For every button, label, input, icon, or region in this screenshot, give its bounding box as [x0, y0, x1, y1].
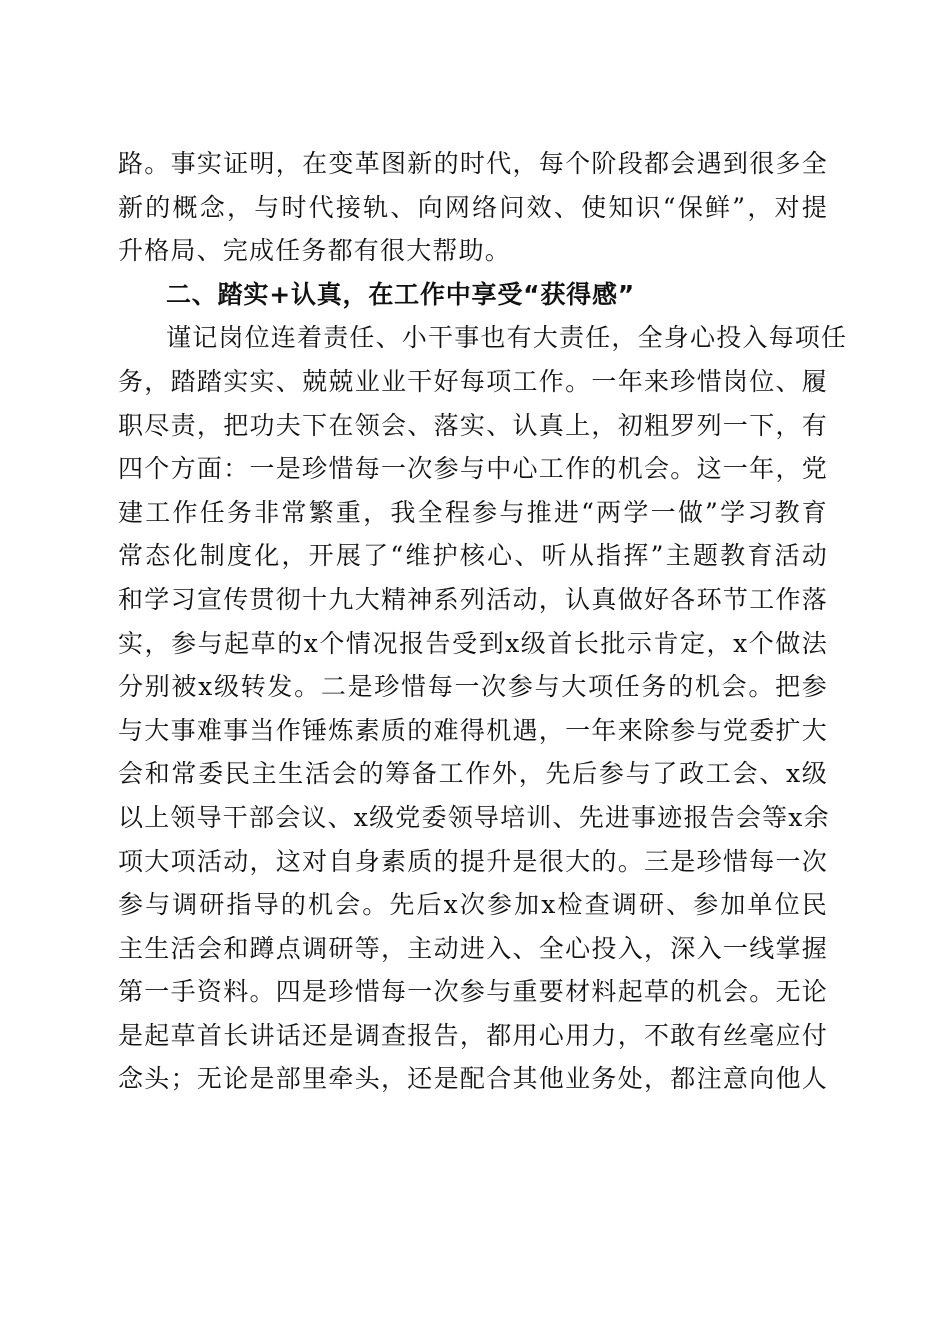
text-line: 常态化制度化，开展了“维护核心、听从指挥”主题教育活动 [118, 541, 828, 571]
text-line: 谨记岗位连着责任、小干事也有大责任，全身心投入每项任 [166, 323, 848, 353]
text-line: 主生活会和蹲点调研等，主动进入、全心投入，深入一线掌握 [118, 933, 828, 963]
text-line: 路。事实证明，在变革图新的时代，每个阶段都会遇到很多全 [118, 149, 828, 178]
text-line: 分别被x级转发。二是珍惜每一次参与大项任务的机会。把参 [118, 672, 828, 702]
text-line: 以上领导干部会议、x级党委领导培训、先进事迹报告会等x余 [118, 802, 830, 832]
paragraph-2 [118, 316, 848, 1101]
text-line: 四个方面：一是珍惜每一次参与中心工作的机会。这一年，党 [118, 454, 828, 484]
text-line: 实，参与起草的x个情况报告受到x级首长批示肯定，x个做法 [118, 628, 828, 658]
text-line: 建工作任务非常繁重，我全程参与推进“两学一做”学习教育 [118, 497, 828, 527]
text-line: 升格局、完成任务都有很大帮助。 [118, 236, 512, 266]
text-line: 新的概念，与时代接轨、向网络问效、使知识“保鲜”，对提 [118, 192, 828, 222]
text-line: 与大事难事当作锤炼素质的难得机遇，一年来除参与党委扩大 [118, 715, 828, 745]
section-heading-2: 二、踏实+认真，在工作中享受“获得感” [166, 279, 636, 309]
text-line: 和学习宣传贯彻十九大精神系列活动，认真做好各环节工作落 [118, 584, 828, 614]
document-body [118, 142, 848, 1101]
text-line: 参与调研指导的机会。先后x次参加x检查调研、参加单位民 [118, 890, 828, 920]
text-line: 会和常委民主生活会的筹备工作外，先后参与了政工会、x级 [118, 759, 828, 789]
text-line: 是起草首长讲话还是调查报告，都用心用力，不敢有丝毫应付 [118, 1020, 828, 1050]
text-line: 第一手资料。四是珍惜每一次参与重要材料起草的机会。无论 [118, 977, 828, 1007]
text-line: 务，踏踏实实、兢兢业业干好每项工作。一年来珍惜岗位、履 [118, 366, 828, 396]
text-line: 念头；无论是部里牵头，还是配合其他业务处，都注意向他人 [118, 1064, 828, 1094]
text-line: 职尽责，把功夫下在领会、落实、认真上，初粗罗列一下，有 [118, 410, 828, 440]
text-line: 项大项活动，这对自身素质的提升是很大的。三是珍惜每一次 [118, 846, 828, 876]
paragraph-1 [118, 142, 828, 273]
